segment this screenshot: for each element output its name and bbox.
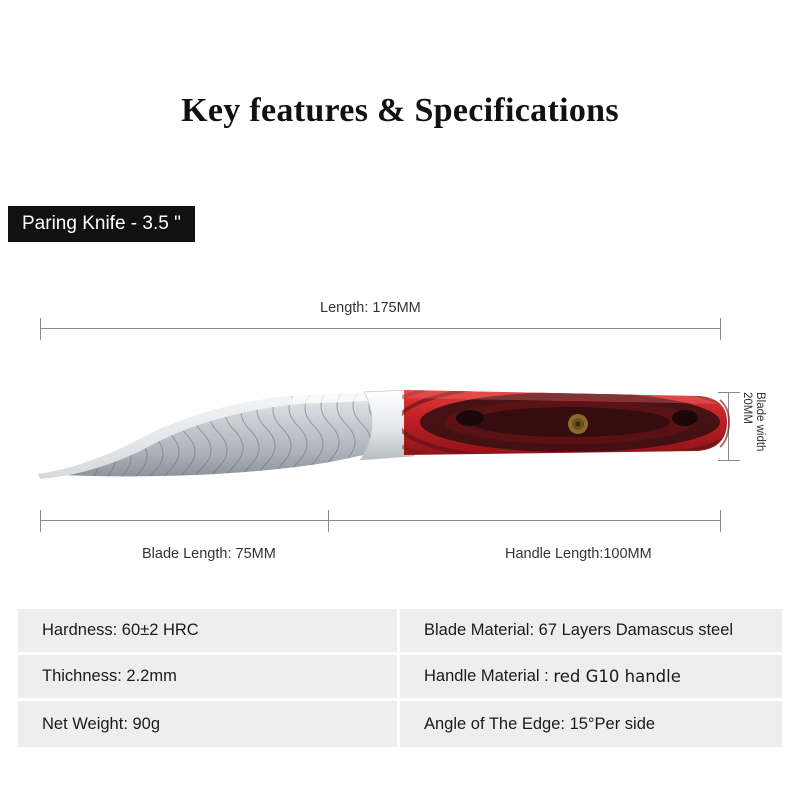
spec-net-weight-value: 90g [132, 714, 161, 733]
spec-hardness-value: 60±2 HRC [121, 621, 199, 639]
spec-blade-material [400, 609, 782, 655]
product-name-badge: Paring Knife - 3.5 " [8, 206, 195, 242]
page-title: Key features & Specifications [181, 92, 619, 129]
knife-blade [38, 352, 398, 502]
bottom-tick-left [40, 510, 41, 532]
handle-medallion [568, 414, 588, 434]
bottom-rule [40, 520, 720, 521]
spec-thickness [18, 655, 400, 701]
bottom-tick-right [720, 510, 721, 532]
total-length-tick-left [40, 318, 41, 340]
spec-handle-material [400, 655, 782, 701]
blade-width-label-line2: 20MM [741, 392, 754, 424]
spec-blade-material-value: 67 Layers Damascus steel [538, 621, 734, 639]
spec-handle-material-label: Handle Material : [424, 667, 549, 685]
handle-length-label: Handle Length:100MM [505, 546, 652, 562]
spec-edge-angle-label: Angle of The Edge: [424, 714, 565, 733]
blade-width-label [741, 392, 766, 462]
total-length-rule [40, 328, 720, 329]
total-length-label: Length: 175MM [320, 300, 421, 316]
blade-length-label: Blade Length: 75MM [142, 546, 276, 562]
specifications-table [18, 606, 782, 747]
spec-net-weight-label: Net Weight: [42, 714, 128, 733]
blade-width-label-line1: Blade width [754, 392, 766, 452]
total-length-tick-right [720, 318, 721, 340]
knife-illustration [30, 352, 730, 502]
spec-hardness-label: Hardness: [42, 621, 118, 639]
spec-edge-angle [400, 701, 782, 747]
spec-handle-material-value: red G10 handle [553, 667, 681, 686]
knife-handle [374, 374, 730, 470]
spec-thickness-label: Thichness: [42, 667, 122, 685]
spec-thickness-value: 2.2mm [126, 667, 177, 685]
spec-edge-angle-value: 15°Per side [569, 714, 656, 733]
spec-net-weight [18, 701, 400, 747]
bottom-tick-mid [328, 510, 329, 532]
spec-hardness [18, 609, 400, 655]
spec-blade-material-label: Blade Material: [424, 621, 535, 639]
handle-rivet-rear [672, 410, 698, 426]
handle-rivet-front [456, 410, 484, 426]
